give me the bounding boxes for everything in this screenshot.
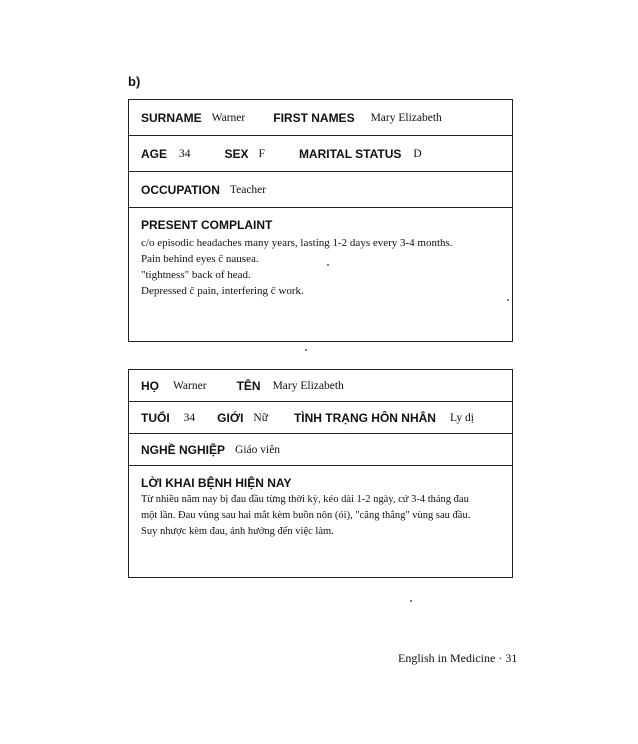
demographics-row-vi bbox=[129, 402, 512, 434]
marital-label-vi: TÌNH TRẠNG HÔN NHÂN bbox=[293, 410, 436, 425]
occupation-row bbox=[129, 172, 512, 208]
age-value-vi: 34 bbox=[183, 411, 196, 424]
vietnamese-patient-form bbox=[128, 369, 513, 578]
complaint-line-vi: Từ nhiều năm nay bị đau đầu từng thời kỳ, kéo dài 1-2 ngày, cứ 3-4 tháng đau bbox=[141, 494, 469, 505]
scan-speck bbox=[507, 299, 509, 301]
sex-value-vi: Nữ bbox=[253, 411, 268, 424]
age-label: AGE bbox=[141, 146, 168, 161]
section-label: b) bbox=[128, 74, 141, 89]
page-footer: English in Medicine · 31 bbox=[398, 651, 518, 665]
demographics-row bbox=[129, 136, 512, 172]
age-label-vi: TUỔI bbox=[141, 410, 170, 425]
sex-label-vi: GIỚI bbox=[217, 410, 244, 425]
complaint-line-vi: một lần. Đau vùng sau hai mắt kèm buồn nôn (ói), "căng thẳng" vùng sau đầu. bbox=[141, 510, 471, 521]
marital-status-label: MARITAL STATUS bbox=[298, 146, 402, 161]
complaint-label: PRESENT COMPLAINT bbox=[141, 218, 273, 232]
first-names-label: FIRST NAMES bbox=[273, 110, 355, 125]
complaint-section bbox=[129, 208, 512, 299]
occupation-label: OCCUPATION bbox=[141, 182, 220, 197]
first-names-value: Mary Elizabeth bbox=[370, 111, 442, 124]
age-value: 34 bbox=[179, 147, 191, 160]
occupation-label-vi: NGHỀ NGHIỆP bbox=[141, 442, 226, 457]
complaint-section-vi bbox=[129, 466, 512, 540]
surname-value-vi: Warner bbox=[173, 379, 207, 392]
english-patient-form bbox=[128, 99, 513, 342]
name-row-vi bbox=[129, 370, 512, 402]
complaint-text-vi bbox=[141, 490, 512, 540]
occupation-value-vi: Giáo viên bbox=[235, 443, 281, 456]
scan-speck bbox=[410, 600, 412, 602]
name-value-vi: Mary Elizabeth bbox=[272, 379, 344, 392]
surname-value: Warner bbox=[211, 111, 246, 124]
complaint-label-vi: LỜI KHAI BỆNH HIỆN NAY bbox=[141, 476, 292, 490]
name-row bbox=[129, 100, 512, 136]
marital-value-vi: Ly dị bbox=[449, 411, 474, 424]
complaint-line: c/o episodic headaches many years, lasting 1-2 days every 3-4 months. bbox=[141, 237, 453, 249]
sex-label: SEX bbox=[224, 146, 249, 161]
scan-speck bbox=[305, 349, 307, 351]
sex-value: F bbox=[258, 147, 265, 160]
scan-speck bbox=[327, 264, 329, 266]
complaint-line: Pain behind eyes c̄ nausea. bbox=[141, 253, 259, 265]
surname-label-vi: HỌ bbox=[141, 378, 159, 393]
complaint-line: "tightness" back of head. bbox=[141, 269, 251, 281]
surname-label: SURNAME bbox=[141, 110, 202, 125]
name-label-vi: TÊN bbox=[236, 378, 261, 393]
complaint-line-vi: Suy nhược kèm đau, ảnh hưởng đến việc làm. bbox=[141, 526, 334, 537]
occupation-value: Teacher bbox=[229, 183, 267, 196]
marital-status-value: D bbox=[413, 147, 422, 160]
occupation-row-vi bbox=[129, 434, 512, 466]
complaint-line: Depressed c̄ pain, interfering c̄ work. bbox=[141, 285, 304, 297]
